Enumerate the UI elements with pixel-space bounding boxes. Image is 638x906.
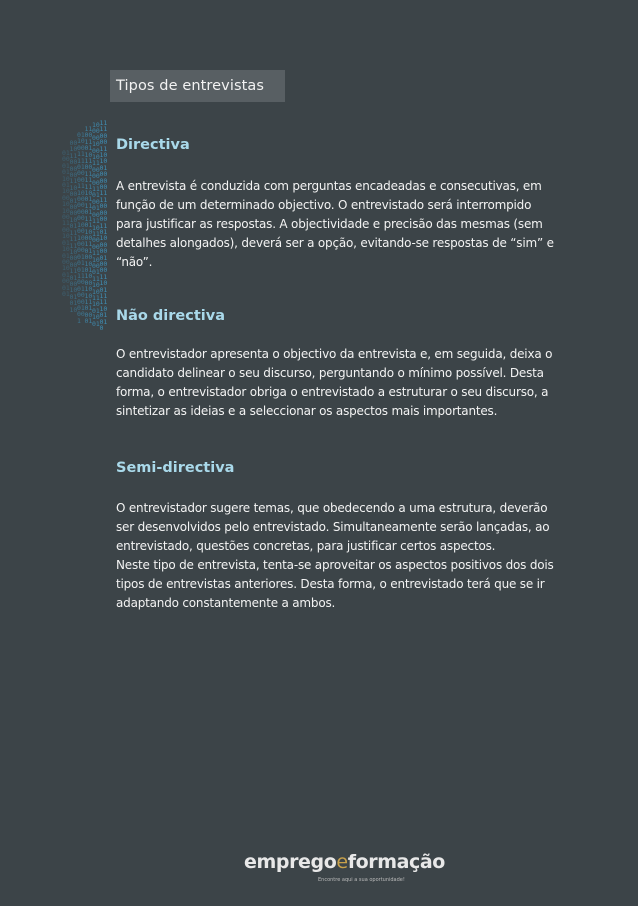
section-body-directiva: A entrevista é conduzida com perguntas encadeadas e consecutivas, em função de um determinado objectivo. O entrevistado será interrompido para justificar as respostas. A objectividade e precisão das mesmas (sem detalhes alongados), deverá ser a opção, evitando-se respostas de “sim” e “não”.	[116, 179, 554, 269]
brand-tagline: Encontre aqui a sua oportunidade!	[318, 877, 405, 883]
page-title: Tipos de entrevistas	[116, 78, 265, 94]
binary-column: 11001101101100111111100111011101100011010010011000101011010001	[84, 125, 93, 326]
binary-column: 001011000000111000010000100111111110000011010010010110	[69, 139, 78, 314]
section-title-semi-directiva: Semi-directiva	[116, 460, 235, 476]
section-title-nao-directiva: Não directiva	[116, 308, 225, 324]
section-title-directiva: Directiva	[116, 137, 190, 153]
logo-text-emprego: emprego	[244, 851, 337, 873]
binary-column: 01100011110100001110000000001000100000010101110001000001001	[77, 131, 85, 325]
logo-text-formacao: formação	[347, 851, 445, 873]
brand-logo	[244, 851, 445, 873]
section-body-semi-directiva: O entrevistador sugere temas, que obedecendo a uma estrutura, deverão ser desenvolvidos pelo entrevistado. Simultaneamente serão lançadas, ao entrevistado, questões concretas, para justificar certos aspectos. Neste tipo de entrevista, tenta-se aproveitar os aspectos positivos dos dois tipos de entrevistas anteriores. Desta forma, o entrevistado terá que se ir adaptando constantemente a ambos.	[116, 501, 554, 610]
binary-pattern-decoration	[62, 120, 108, 550]
binary-column: 11110000111010010000001111000000110110000001000011100111111001010	[99, 120, 108, 332]
logo-e-mark: e	[336, 851, 348, 873]
binary-column: 0100010110011000101000110010011001001001000101	[62, 149, 70, 298]
binary-column: 1000001000101100000011010001001110110000111000011110101110011001	[92, 121, 100, 328]
section-body-nao-directiva: O entrevistador apresenta o objectivo da entrevista e, em seguida, deixa o candidato delinear o seu discurso, perguntando o mínimo possível. Desta forma, o entrevistador obriga o entrevistado a estruturar o seu discurso, a sintetizar as ideias e a seleccionar os aspectos mais importantes.	[116, 347, 553, 418]
